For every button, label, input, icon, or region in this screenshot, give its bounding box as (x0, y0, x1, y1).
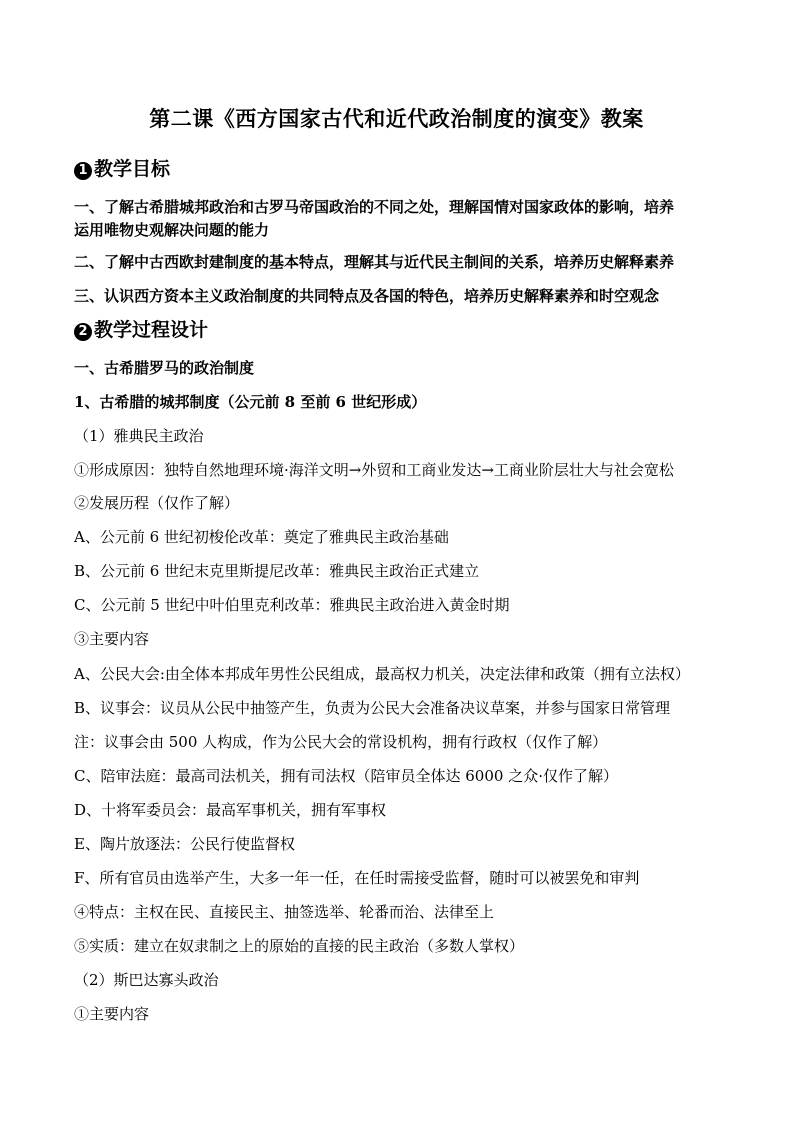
text-line: D、十将军委员会：最高军事机关，拥有军事权 (74, 801, 387, 819)
text-line: （2）斯巴达寡头政治 (74, 971, 219, 989)
text-line: ④特点：主权在民、直接民主、抽签选举、轮番而治、法律至上 (74, 903, 495, 921)
text-line: C、陪审法庭：最高司法机关，拥有司法权（陪审员全体达 6000 之众·仅作了解） (74, 767, 618, 785)
number-2-icon: 2 (74, 323, 92, 341)
section-heading-process-design (74, 318, 764, 342)
goal-line: 一、了解古希腊城邦政治和古罗马帝国政治的不同之处，理解国情对国家政体的影响，培养 (74, 198, 675, 216)
text-line: B、议事会：议员从公民中抽签产生，负责为公民大会准备决议草案，并参与国家日常管理 (74, 699, 671, 717)
text-line: ①形成原因：独特自然地理环境·海洋文明→外贸和工商业发达→工商业阶层壮大与社会宽松 (74, 461, 674, 479)
section-heading-teaching-goals (74, 157, 764, 181)
text-line: ③主要内容 (74, 630, 150, 648)
goal-line: 运用唯物史观解决问题的能力 (74, 221, 270, 239)
subheading: 1、古希腊的城邦制度（公元前 8 至前 6 世纪形成） (74, 393, 427, 411)
page-title: 第二课《西方国家古代和近代政治制度的演变》教案 (149, 106, 644, 131)
text-line: 注：议事会由 500 人构成，作为公民大会的常设机构，拥有行政权（仅作了解） (74, 733, 608, 751)
subheading: 一、古希腊罗马的政治制度 (74, 359, 255, 377)
text-line: C、公元前 5 世纪中叶伯里克利改革：雅典民主政治进入黄金时期 (74, 596, 510, 614)
text-line: E、陶片放逐法：公民行使监督权 (74, 835, 295, 853)
text-line: ②发展历程（仅作了解） (74, 494, 240, 512)
text-line: ⑤实质：建立在奴隶制之上的原始的直接的民主政治（多数人掌权） (74, 937, 525, 955)
section-heading-label: 教学目标 (94, 158, 171, 180)
goal-line: 二、了解中古西欧封建制度的基本特点，理解其与近代民主制间的关系，培养历史解释素养 (74, 253, 675, 271)
text-line: B、公元前 6 世纪末克里斯提尼改革：雅典民主政治正式建立 (74, 562, 480, 580)
text-line: F、所有官员由选举产生，大多一年一任，在任时需接受监督，随时可以被罢免和审判 (74, 869, 640, 887)
number-1-icon: 1 (74, 162, 92, 180)
text-line: ①主要内容 (74, 1005, 150, 1023)
text-line: （1）雅典民主政治 (74, 427, 204, 445)
text-line: A、公民大会:由全体本邦成年男性公民组成，最高权力机关，决定法律和政策（拥有立法权） (74, 665, 690, 683)
goal-line: 三、认识西方资本主义政治制度的共同特点及各国的特色，培养历史解释素养和时空观念 (74, 287, 660, 305)
text-line: A、公元前 6 世纪初梭伦改革：奠定了雅典民主政治基础 (74, 528, 449, 546)
section-heading-label: 教学过程设计 (94, 319, 209, 341)
